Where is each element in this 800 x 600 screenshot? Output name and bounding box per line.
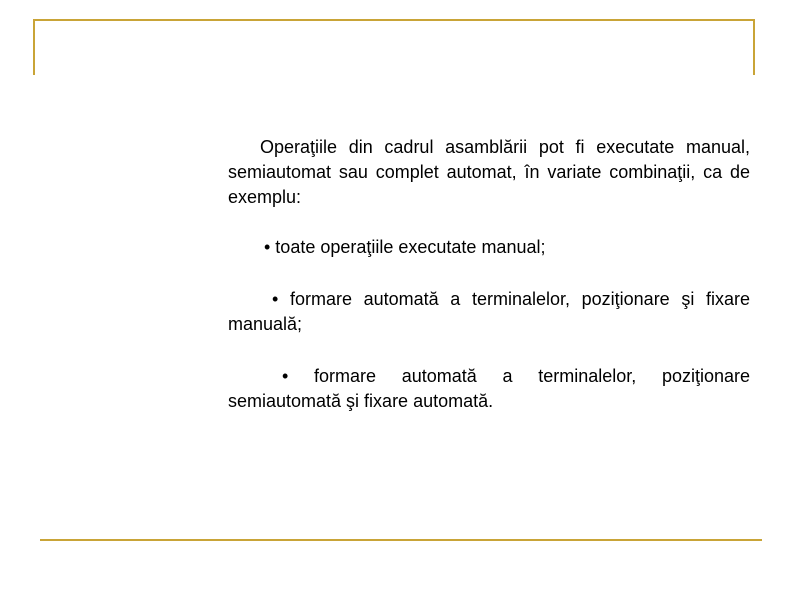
- intro-paragraph: Operaţiile din cadrul asamblării pot fi executate manual, semiautomat sau complet automat, în variate combinaţii, ca de exemplu:: [228, 137, 750, 207]
- bullet-item-manual-fixing: • formare automată a terminalelor, poziţionare şi fixare manuală;: [228, 289, 750, 334]
- frame-top-line: [33, 19, 755, 21]
- frame-left-line: [33, 19, 35, 75]
- bullet-item-manual: • toate operaţiile executate manual;: [264, 237, 546, 257]
- frame-right-line: [753, 19, 755, 75]
- bullet-item-automatic-fixing: • formare automată a terminalelor, poziţionare semiautomată şi fixare automată.: [228, 366, 750, 411]
- slide-body: [228, 135, 750, 414]
- bottom-rule-line: [40, 539, 762, 541]
